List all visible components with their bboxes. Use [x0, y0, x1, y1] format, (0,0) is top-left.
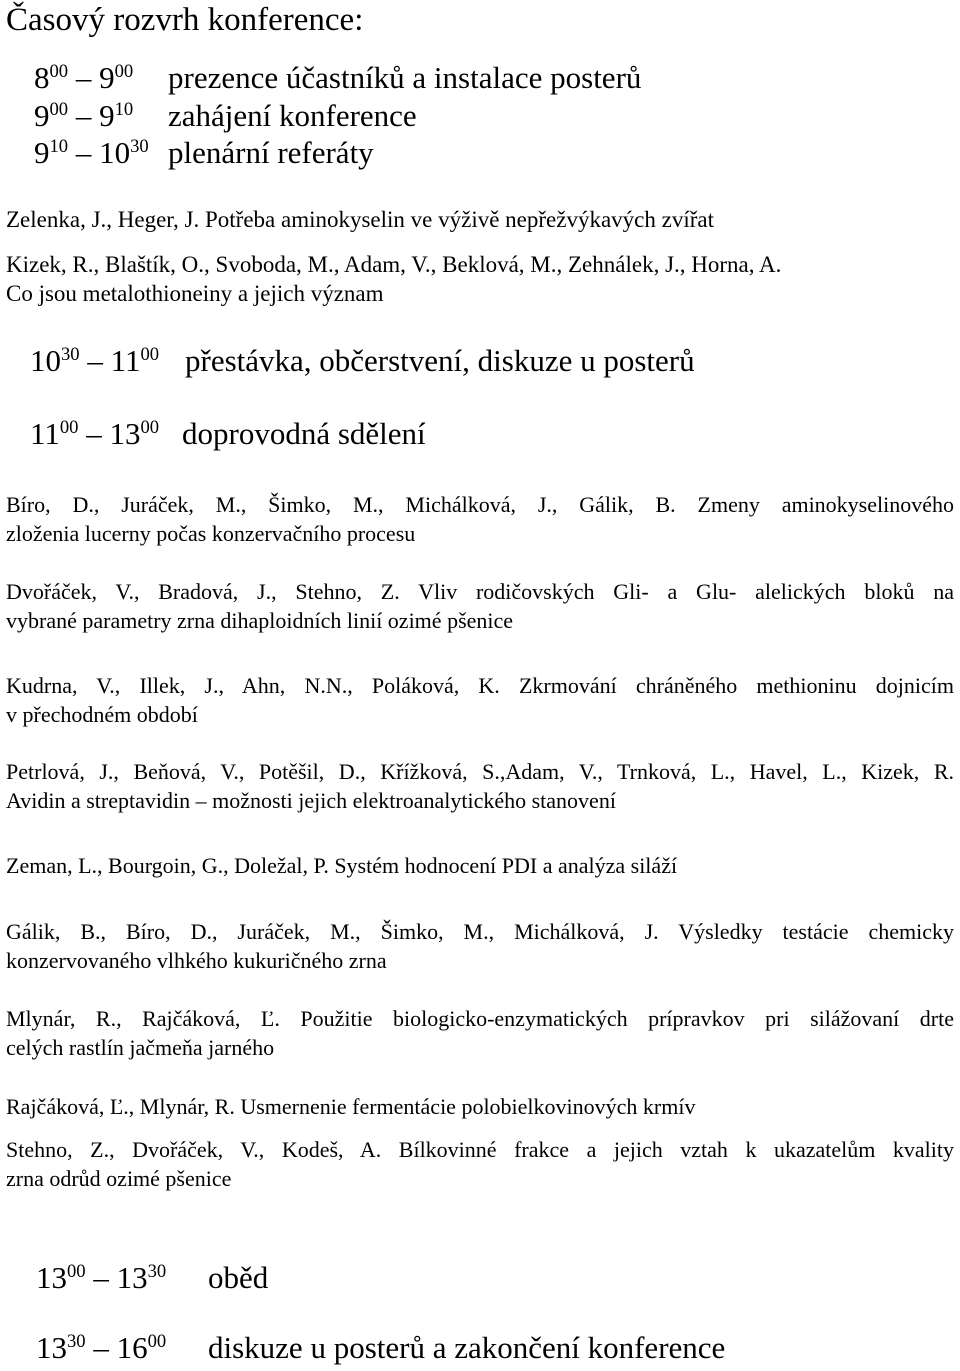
- paper-line: Rajčáková, Ľ., Mlynár, R. Usmernenie fermentácie polobielkovinových krmív: [6, 1094, 696, 1119]
- schedule-time: $9^{10} - 10^{30}$: [34, 135, 149, 170]
- plenary-talk: Zelenka, J., Heger, J. Potřeba aminokyselin ve výživě nepřežvýkavých zvířat: [6, 207, 714, 232]
- schedule-label: prezence účastníků a instalace posterů: [168, 60, 642, 95]
- schedule-time: $11^{00} - 13^{00}$: [30, 416, 160, 451]
- paper-line: v přechodném období: [6, 702, 198, 727]
- paper-entry: [6, 1092, 954, 1121]
- schedule-label: doprovodná sdělení: [182, 416, 426, 451]
- paper-entry: [6, 577, 954, 635]
- schedule-row: [34, 137, 934, 171]
- schedule-time: $8^{00} - 9^{00}$: [34, 60, 134, 95]
- paper-line: Bíro, D., Juráček, M., Šimko, M., Michálková, J., Gálik, B. Zmeny aminokyselinového: [6, 492, 954, 517]
- page-title: Časový rozvrh konference:: [6, 2, 364, 38]
- schedule-row: [34, 100, 934, 134]
- paper-line: Gálik, B., Bíro, D., Juráček, M., Šimko, M., Michálková, J. Výsledky testácie chemicky: [6, 919, 954, 944]
- plenary-talk: Co jsou metalothioneiny a jejich význam: [6, 281, 384, 306]
- paper-entry: [6, 1004, 954, 1062]
- schedule-label: oběd: [208, 1260, 269, 1295]
- schedule-label: plenární referáty: [168, 135, 374, 170]
- schedule-row: [30, 418, 930, 452]
- paper-line: zrna odrůd ozimé pšenice: [6, 1166, 232, 1191]
- paper-entry: [6, 1135, 954, 1193]
- paper-line: Mlynár, R., Rajčáková, Ľ. Použitie biologicko-enzymatických prípravkov pri silážovaní drte: [6, 1006, 954, 1031]
- plenary-talk: Kizek, R., Blaštík, O., Svoboda, M., Adam, V., Beklová, M., Zehnálek, J., Horna, A.: [6, 252, 782, 277]
- paper-line: Kudrna, V., Illek, J., Ahn, N.N., Poláková, K. Zkrmování chráněného methioninu dojnicím: [6, 673, 954, 698]
- schedule-time: $13^{00} - 13^{30}$: [36, 1260, 167, 1295]
- paper-line: Petrlová, J., Beňová, V., Potěšil, D., Křížková, S.,Adam, V., Trnková, L., Havel, L., Kizek, R.: [6, 759, 954, 784]
- paper-entry: [6, 851, 954, 880]
- paper-line: zloženia lucerny počas konzervačního procesu: [6, 521, 416, 546]
- schedule-row: [30, 345, 930, 379]
- schedule-row: [36, 1262, 936, 1298]
- schedule-row: [36, 1332, 936, 1368]
- schedule-time: $10^{30} - 11^{00}$: [30, 343, 160, 378]
- schedule-label: přestávka, občerstvení, diskuze u posterů: [185, 343, 695, 378]
- paper-line: Avidin a streptavidin – možnosti jejich elektroanalytického stanovení: [6, 788, 616, 813]
- paper-entry: [6, 490, 954, 548]
- paper-line: vybrané parametry zrna dihaploidních linií ozimé pšenice: [6, 608, 514, 633]
- paper-entry: [6, 757, 954, 815]
- paper-line: Stehno, Z., Dvořáček, V., Kodeš, A. Bílkovinné frakce a jejich vztah k ukazatelům kvality: [6, 1137, 954, 1162]
- paper-line: Zeman, L., Bourgoin, G., Doležal, P. Systém hodnocení PDI a analýza siláží: [6, 853, 678, 878]
- paper-line: konzervovaného vlhkého kukuričného zrna: [6, 948, 387, 973]
- paper-line: Dvořáček, V., Bradová, J., Stehno, Z. Vliv rodičovských Gli- a Glu- alelických bloků na: [6, 579, 954, 604]
- paper-line: celých rastlín jačmeňa jarného: [6, 1035, 275, 1060]
- schedule-time: $9^{00} - 9^{10}$: [34, 98, 134, 133]
- paper-entry: [6, 917, 954, 975]
- schedule-label: zahájení konference: [168, 98, 417, 133]
- paper-entry: [6, 671, 954, 729]
- schedule-time: $13^{30} - 16^{00}$: [36, 1330, 167, 1365]
- schedule-row: [34, 62, 934, 96]
- schedule-label: diskuze u posterů a zakončení konference: [208, 1330, 726, 1365]
